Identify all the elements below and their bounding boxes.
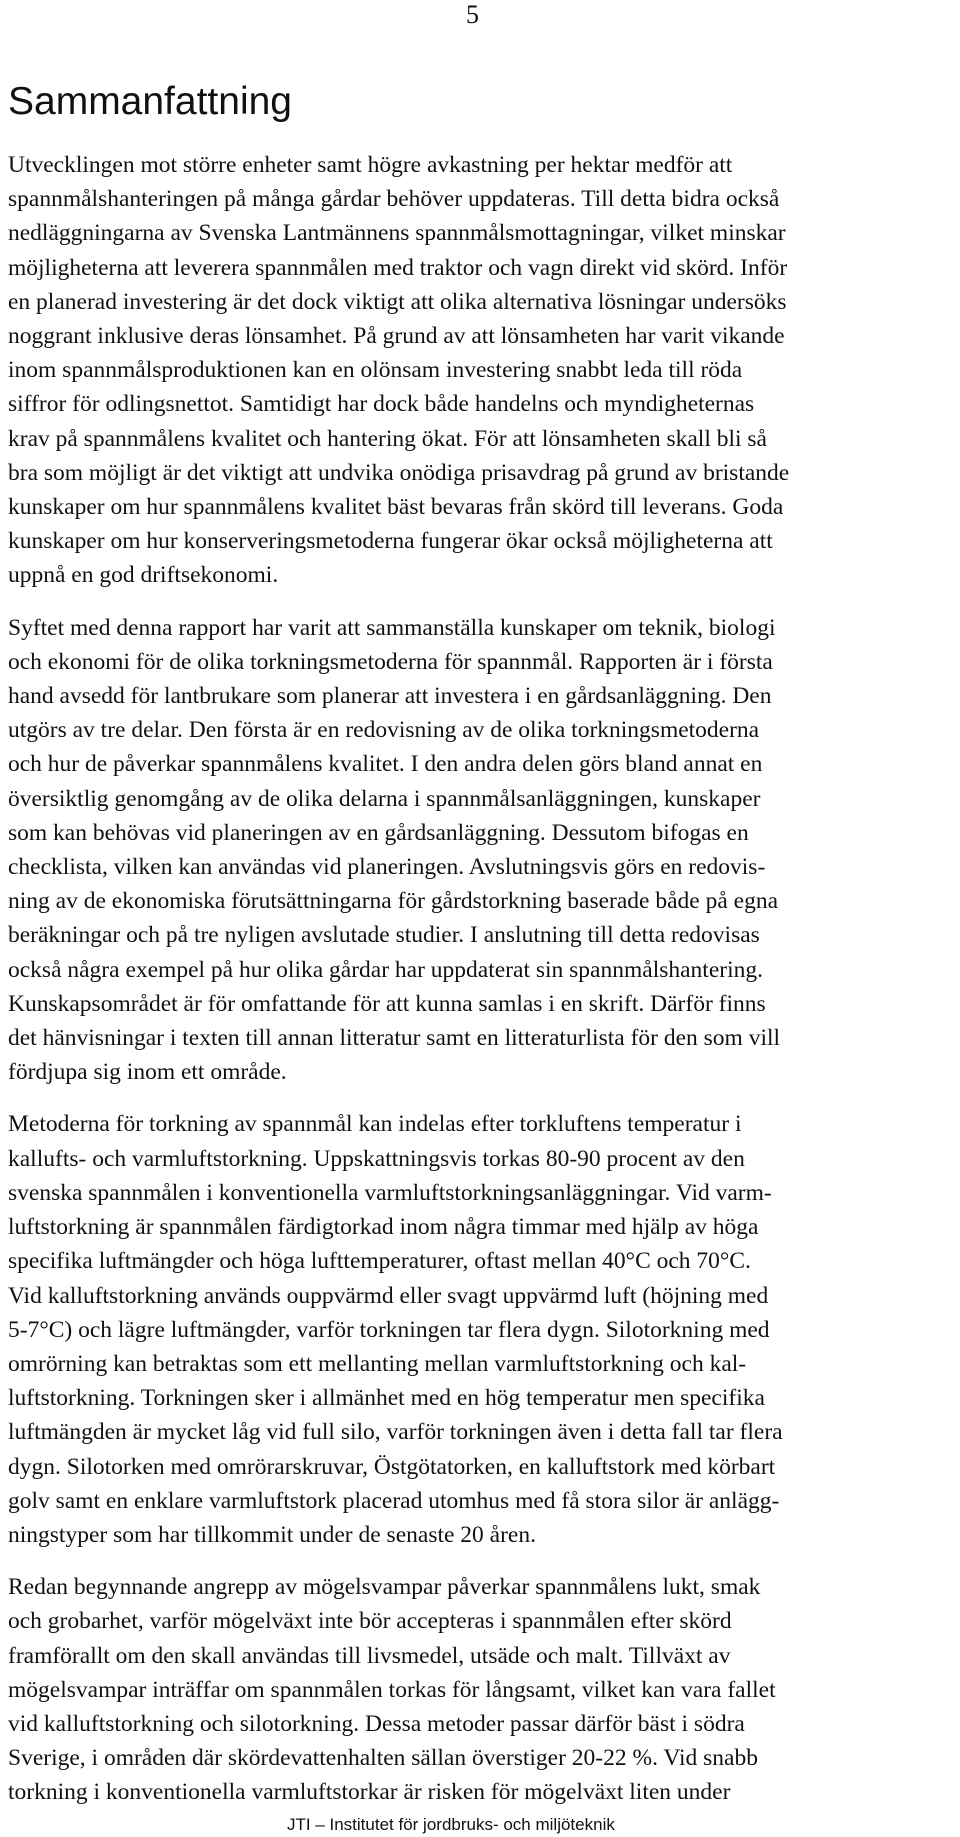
text-line: också några exempel på hur olika gårdar har uppdaterat sin spannmålshantering.: [8, 956, 763, 983]
text-line: vid kalluftstorkning och silotorkning. Dessa metoder passar därför bäst i södra: [8, 1710, 745, 1737]
text-line: nedläggningarna av Svenska Lantmännens spannmålsmottagningar, vilket minskar: [8, 220, 786, 247]
paragraph: [8, 1107, 950, 1552]
text-line: dygn. Silotorken med omrörarskruvar, Östgötatorken, en kalluftstork med körbart: [8, 1453, 776, 1480]
text-line: som kan behövas vid planeringen av en gårdsanläggning. Dessutom bifogas en: [8, 819, 749, 846]
text-line: hand avsedd för lantbrukare som planerar att investera i en gårdsanläggning. Den: [8, 683, 772, 710]
text-line: luftmängden är mycket låg vid full silo, varför torkningen även i detta fall tar flera: [8, 1419, 783, 1446]
text-line: siffror för odlingsnettot. Samtidigt har dock både handelns och myndigheternas: [8, 391, 755, 418]
text-line: golv samt en enklare varmluftstork placerad utomhus med få stora silor är anlägg-: [8, 1487, 780, 1514]
text-line: och grobarhet, varför mögelväxt inte bör accepteras i spannmålen efter skörd: [8, 1608, 732, 1635]
text-line: Vid kalluftstorkning används ouppvärmd eller svagt uppvärmd luft (höjning med: [8, 1282, 769, 1309]
text-line: spannmålshanteringen på många gårdar behöver uppdateras. Till detta bidra också: [8, 186, 780, 213]
text-line: inom spannmålsproduktionen kan en olönsam investering snabbt leda till röda: [8, 357, 743, 384]
text-line: beräkningar och på tre nyligen avslutade studier. I anslutning till detta redovisas: [8, 922, 760, 949]
text-line: checklista, vilken kan användas vid planeringen. Avslutningsvis görs en redovis-: [8, 854, 766, 881]
text-line: möjligheterna att leverera spannmålen med traktor och vagn direkt vid skörd. Inför: [8, 254, 788, 281]
text-line: översiktlig genomgång av de olika delarna i spannmålsanläggningen, kunskaper: [8, 785, 761, 812]
text-line: specifika luftmängder och höga lufttemperaturer, oftast mellan 40°C och 70°C.: [8, 1248, 751, 1275]
text-line: kunskaper om hur spannmålens kvalitet bäst bevaras från skörd till leverans. Goda: [8, 494, 784, 521]
text-line: Kunskapsområdet är för omfattande för att kunna samlas i en skrift. Därför finns: [8, 990, 766, 1017]
section-heading: Sammanfattning: [8, 80, 292, 123]
text-line: det hänvisningar i texten till annan litteratur samt en litteraturlista för den som vill: [8, 1025, 781, 1052]
body-text: [8, 148, 950, 1828]
text-line: torkning i konventionella varmluftstorkar är risken för mögelväxt liten under: [8, 1779, 731, 1806]
text-line: uppnå en god driftsekonomi.: [8, 562, 279, 589]
text-line: fördjupa sig inom ett område.: [8, 1059, 287, 1086]
text-line: Sverige, i områden där skördevattenhalten sällan överstiger 20-22 %. Vid snabb: [8, 1745, 758, 1772]
text-line: en planerad investering är det dock viktigt att olika alternativa lösningar undersöks: [8, 288, 787, 315]
page-number: 5: [466, 0, 479, 29]
paragraph: [8, 1570, 950, 1809]
text-line: utgörs av tre delar. Den första är en redovisning av de olika torkningsmetoderna: [8, 717, 760, 744]
text-line: mögelsvampar inträffar om spannmålen torkas för långsamt, vilket kan vara fallet: [8, 1676, 776, 1703]
text-line: Syftet med denna rapport har varit att sammanställa kunskaper om teknik, biologi: [8, 614, 776, 641]
text-line: och ekonomi för de olika torkningsmetoderna för spannmål. Rapporten är i första: [8, 648, 773, 675]
paragraph: [8, 611, 950, 1090]
text-line: luftstorkning. Torkningen sker i allmänhet med en hög temperatur men specifika: [8, 1385, 765, 1412]
paragraph: [8, 148, 950, 593]
text-line: ningstyper som har tillkommit under de senaste 20 åren.: [8, 1521, 536, 1548]
text-line: Redan begynnande angrepp av mögelsvampar påverkar spannmålens lukt, smak: [8, 1574, 761, 1601]
text-line: framförallt om den skall användas till livsmedel, utsäde och malt. Tillväxt av: [8, 1642, 731, 1669]
text-line: luftstorkning är spannmålen färdigtorkad inom några timmar med hjälp av höga: [8, 1214, 759, 1241]
text-line: krav på spannmålens kvalitet och hantering ökat. För att lönsamheten skall bli så: [8, 425, 767, 452]
text-line: kunskaper om hur konserveringsmetoderna fungerar ökar också möjligheterna att: [8, 528, 773, 555]
text-line: kallufts- och varmluftstorkning. Uppskattningsvis torkas 80-90 procent av den: [8, 1145, 745, 1172]
text-line: ning av de ekonomiska förutsättningarna för gårdstorkning baserade både på egna: [8, 888, 779, 915]
text-line: Metoderna för torkning av spannmål kan indelas efter torkluftens temperatur i: [8, 1111, 742, 1138]
text-line: och hur de påverkar spannmålens kvalitet. I den andra delen görs bland annat en: [8, 751, 763, 778]
text-line: 5-7°C) och lägre luftmängder, varför torkningen tar flera dygn. Silotorkning med: [8, 1316, 770, 1343]
page-footer: JTI – Institutet för jordbruks- och miljöteknik: [287, 1815, 615, 1834]
text-line: omrörning kan betraktas som ett mellanting mellan varmluftstorkning och kal-: [8, 1350, 747, 1377]
text-line: noggrant inklusive deras lönsamhet. På grund av att lönsamheten har varit vikande: [8, 323, 785, 350]
text-line: Utvecklingen mot större enheter samt högre avkastning per hektar medför att: [8, 152, 733, 178]
text-line: svenska spannmålen i konventionella varmluftstorkningsanläggningar. Vid varm-: [8, 1179, 772, 1206]
text-line: bra som möjligt är det viktigt att undvika onödiga prisavdrag på grund av bristande: [8, 459, 790, 486]
